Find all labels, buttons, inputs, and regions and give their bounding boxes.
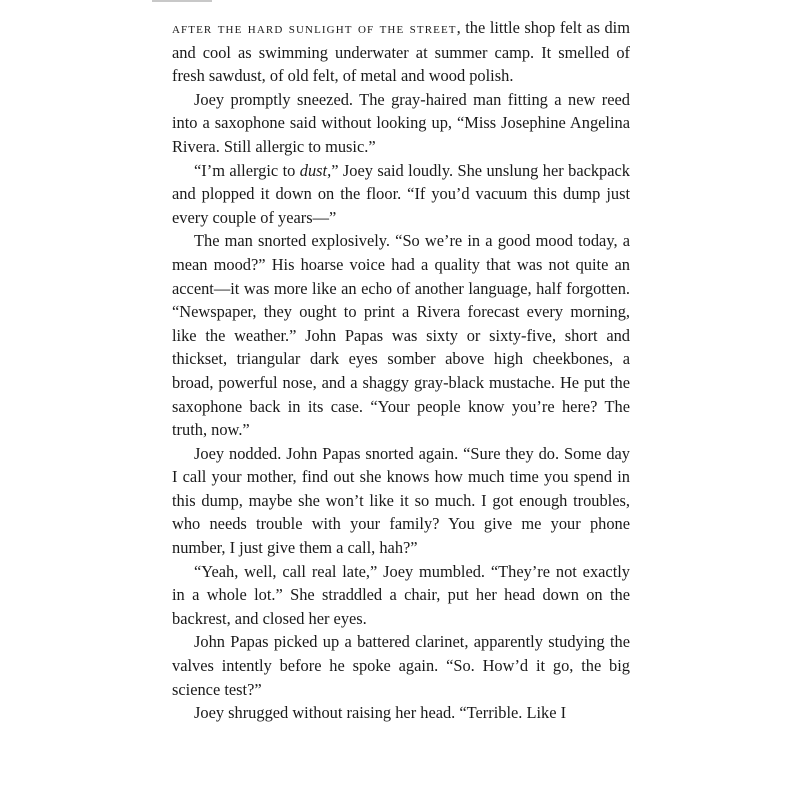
body-text	[172, 16, 630, 725]
top-rule	[152, 0, 212, 2]
opening-smallcaps: after the hard sunlight of the street	[172, 20, 457, 37]
paragraph-3	[172, 159, 630, 230]
paragraph-7: John Papas picked up a battered clarinet, apparently studying the valves intently before he spoke again. “So. How’d it go, the big science test?”	[172, 632, 630, 699]
paragraph-8: Joey shrugged without raising her head. “Terrible. Like I	[194, 703, 567, 723]
paragraph-2: Joey promptly sneezed. The gray-haired man fitting a new reed into a saxophone said without looking up, “Miss Josephine Angelina Rivera. Still allergic to music.”	[172, 89, 630, 156]
paragraph-3-before: “I’m allergic to	[194, 160, 300, 180]
paragraph-5: Joey nodded. John Papas snorted again. “Sure they do. Some day I call your mother, find out she knows how much time you spend in this dump, maybe she won’t like it so much. I got enough troubles, who needs trouble with your family? You give me your phone number, I just give them a call, hah?”	[172, 443, 630, 558]
paragraph-1	[172, 16, 630, 88]
emphasis-dust: dust	[299, 160, 328, 180]
paragraph-4: The man snorted explosively. “So we’re in a good mood today, a mean mood?” His hoarse voice had a quality that was not quite an accent—it was more like an echo of another language, half forgotten. “Newspaper, they ought to print a Rivera forecast every morning, like the weather.” John Papas was sixty or sixty-five, short and thickset, triangular dark eyes somber above high cheekbones, a broad, powerful nose, and a shaggy gray-black mustache. He put the saxophone back in its case. “Your people know you’re here? The truth, now.”	[172, 231, 630, 440]
paragraph-6: “Yeah, well, call real late,” Joey mumbled. “They’re not exactly in a whole lot.” She straddled a chair, put her head down on the backrest, and closed her eyes.	[172, 561, 630, 628]
paragraph-1-text: , the little shop felt as dim and cool as swimming underwater at summer camp. It smelled of fresh sawdust, of old felt, of metal and wood polish.	[172, 18, 630, 86]
paragraph-3-after: ,” Joey said loudly. She unslung her backpack and plopped it down on the floor. “If you’d vacuum this dump just every couple of years—”	[172, 160, 630, 227]
